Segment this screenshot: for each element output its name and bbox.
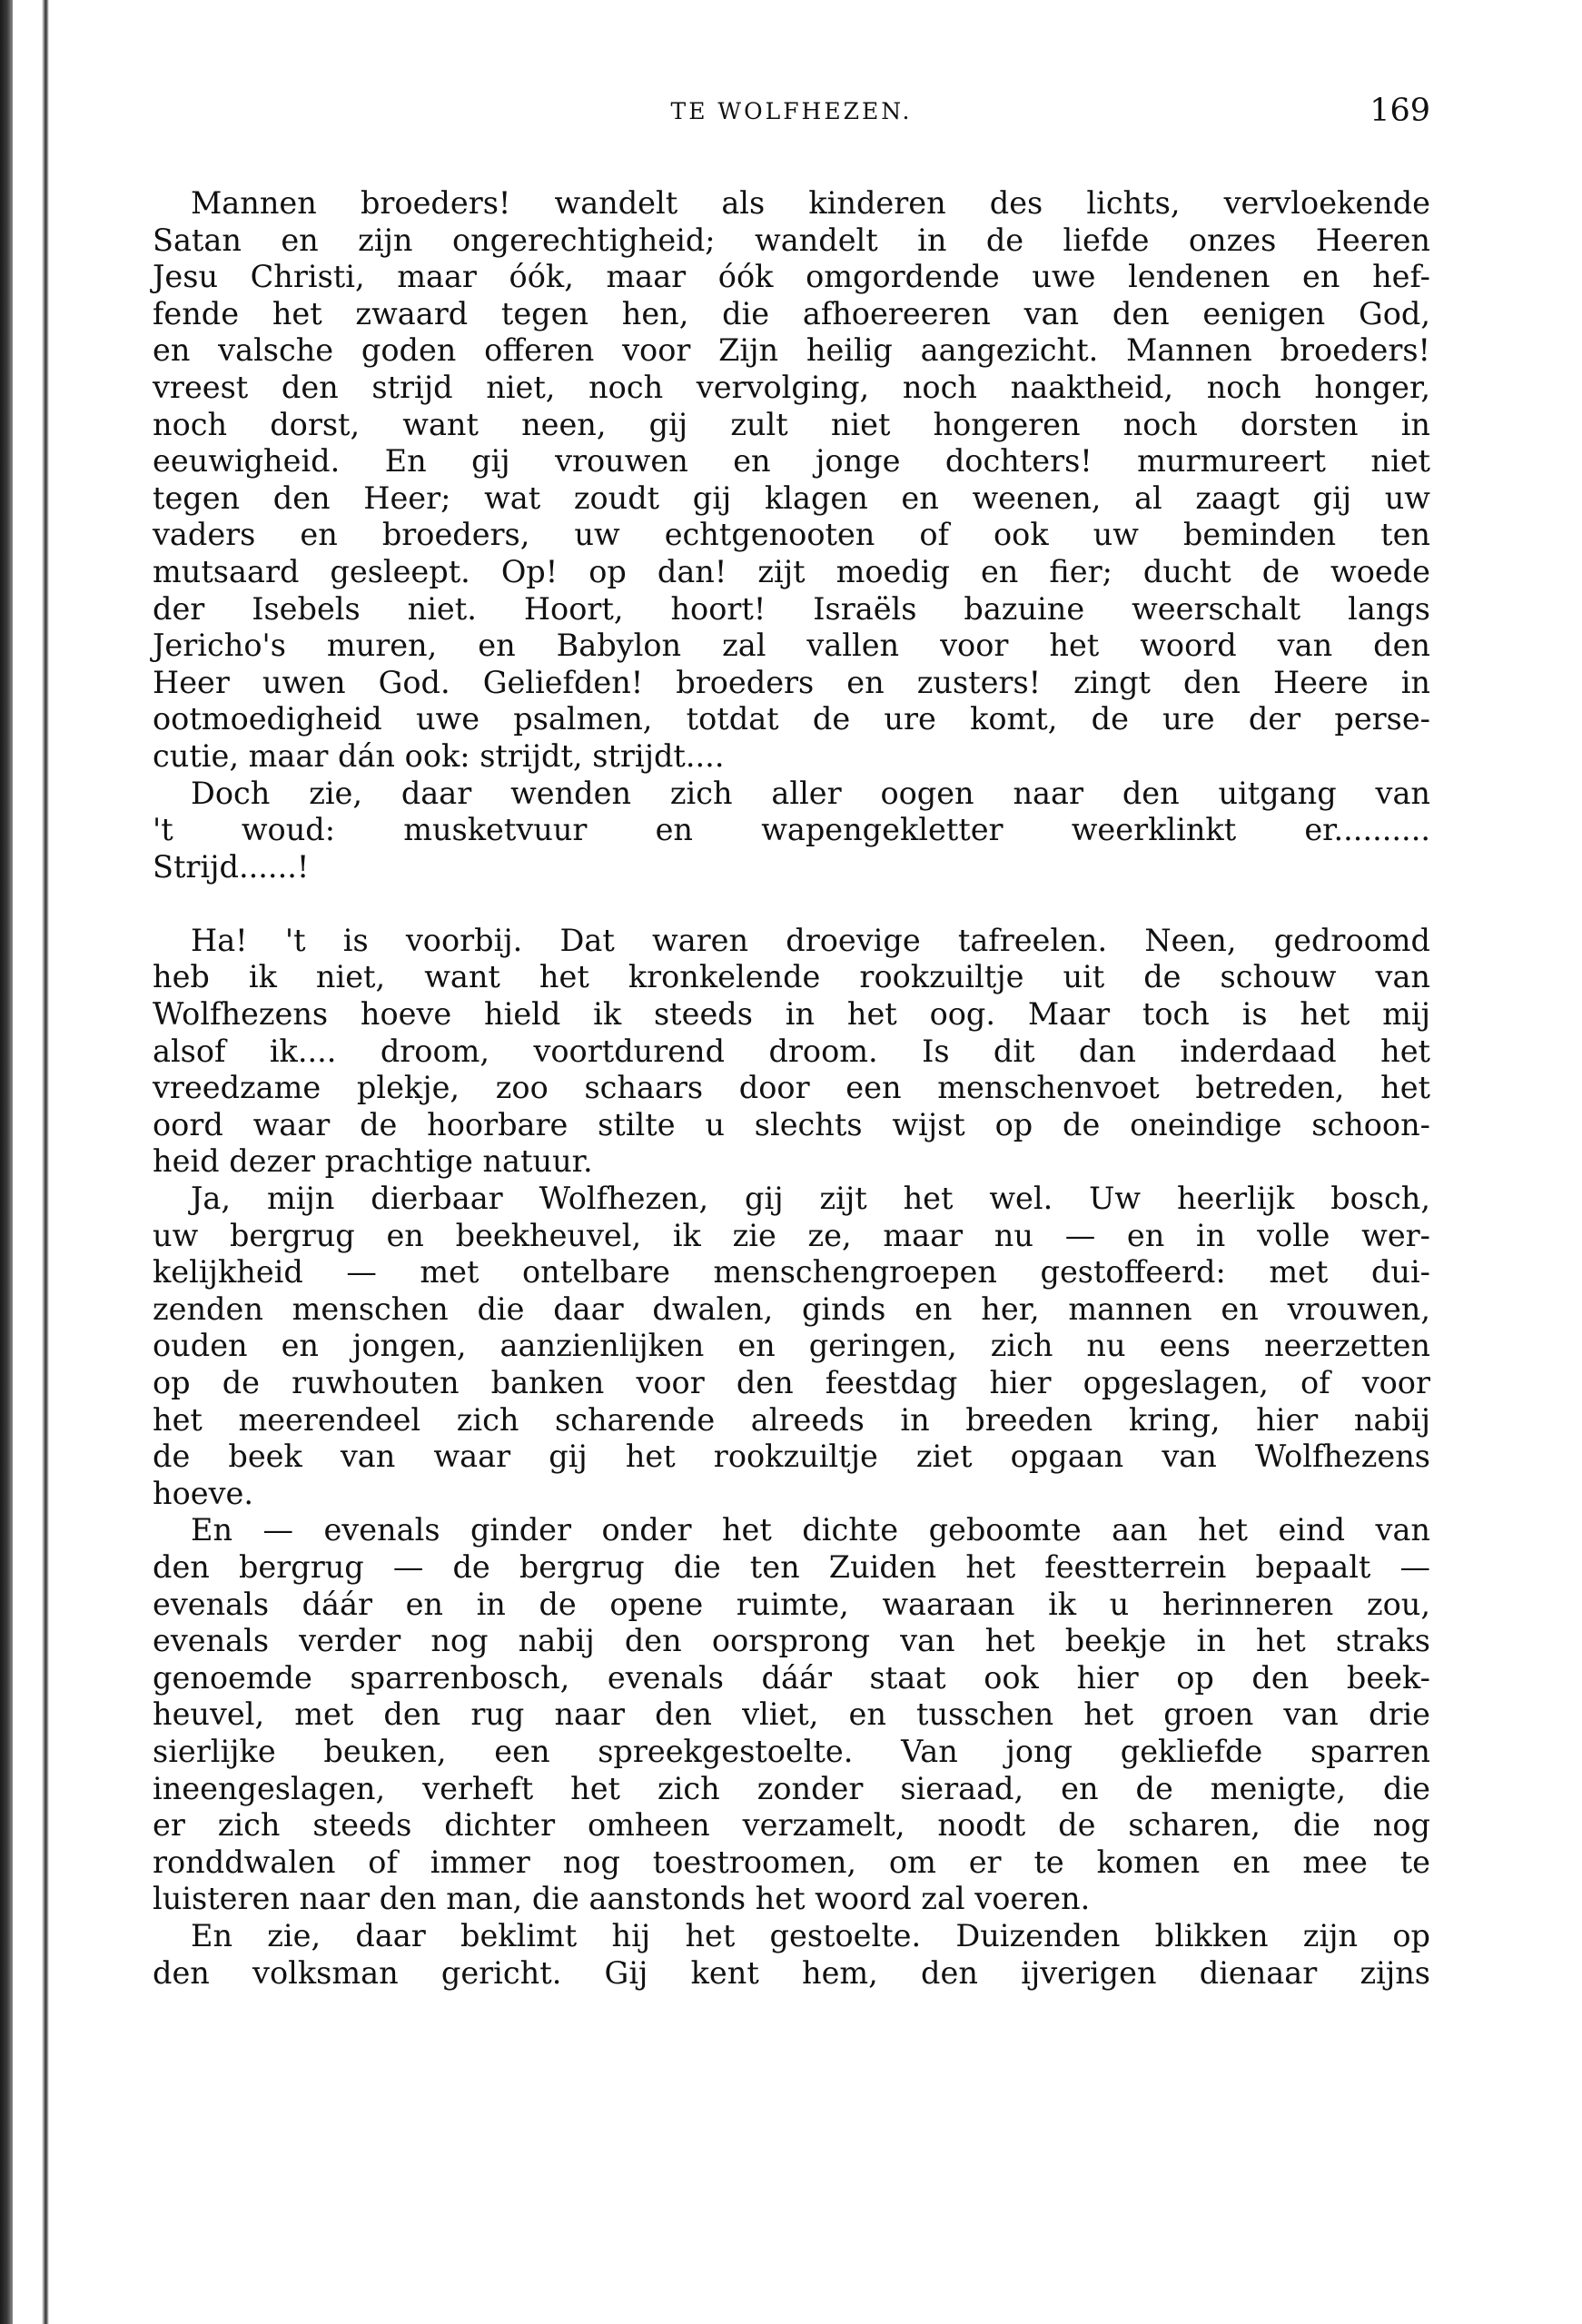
text-line: fende het zwaard tegen hen, die afhoereeren van den eenigen God,	[153, 295, 1430, 331]
text-line: oord waar de hoorbare stilte u slechts wijst op de oneindige schoon-	[153, 1106, 1430, 1142]
text-line: Ja, mijn dierbaar Wolfhezen, gij zijt het wel. Uw heerlijk bosch,	[191, 1181, 1430, 1217]
text-line: ootmoedigheid uwe psalmen, totdat de ure komt, de ure der perse-	[153, 701, 1430, 737]
text-line: Strijd......!	[153, 848, 310, 885]
text-line: kelijkheid — met ontelbare menschengroepen gestoffeerd: met dui-	[153, 1254, 1430, 1291]
text-line: de beek van waar gij het rookzuiltje ziet opgaan van Wolfhezens	[153, 1439, 1430, 1475]
text-line: Wolfhezens hoeve hield ik steeds in het oog. Maar toch is het mij	[153, 996, 1430, 1033]
text-line: En zie, daar beklimt hij het gestoelte. Duizenden blikken zijn op	[191, 1917, 1430, 1953]
text-line: der Isebels niet. Hoort, hoort! Israëls bazuine weerschalt langs	[153, 590, 1430, 627]
text-line: vreedzame plekje, zoo schaars door een menschenvoet betreden, het	[153, 1070, 1430, 1106]
text-line: den volksman gericht. Gij kent hem, den ijverigen dienaar zijns	[153, 1954, 1430, 1991]
text-line: Ha! 't is voorbij. Dat waren droevige tafreelen. Neen, gedroomd	[191, 922, 1430, 958]
text-line: vaders en broeders, uw echtgenooten of ook uw beminden ten	[153, 517, 1430, 553]
text-line: er zich steeds dichter omheen verzamelt, noodt de scharen, die nog	[153, 1807, 1430, 1844]
text-line: Satan en zijn ongerechtigheid; wandelt in de liefde onzes Heeren	[153, 222, 1430, 258]
text-line: Jesu Christi, maar óók, maar óók omgordende uwe lendenen en hef-	[153, 259, 1430, 295]
text-line: Heer uwen God. Geliefden! broeders en zusters! zingt den Heere in	[153, 664, 1430, 700]
text-line: uw bergrug en beekheuvel, ik zie ze, maar nu — en in volle wer-	[153, 1217, 1430, 1253]
blank-line	[153, 885, 1430, 923]
text-line: luisteren naar den man, die aanstonds het woord zal voeren.	[153, 1881, 1091, 1917]
text-line: evenals verder nog nabij den oorsprong van het beekje in het straks	[153, 1623, 1430, 1659]
text-line: en valsche goden offeren voor Zijn heilig aangezicht. Mannen broeders!	[153, 332, 1430, 369]
text-line: ineengeslagen, verheft het zich zonder sieraad, en de menigte, die	[153, 1770, 1430, 1806]
page-number: 169	[1369, 93, 1430, 129]
text-line: het meerendeel zich scharende alreeds in breeden kring, hier nabij	[153, 1401, 1430, 1438]
text-line: op de ruwhouten banken voor den feestdag hier opgeslagen, of voor	[153, 1365, 1430, 1400]
body-text	[153, 185, 1430, 1992]
text-line: heid dezer prachtige natuur.	[153, 1143, 593, 1180]
page-gutter-edge	[42, 0, 49, 2324]
text-line: Mannen broeders! wandelt als kinderen des lichts, vervloekende	[191, 185, 1430, 221]
text-line: eeuwigheid. En gij vrouwen en jonge dochters! murmureert niet	[153, 443, 1430, 480]
text-line: hoeve.	[153, 1475, 253, 1511]
text-line: noch dorst, want neen, gij zult niet hongeren noch dorsten in	[153, 406, 1430, 442]
page-header	[153, 93, 1430, 134]
text-line: tegen den Heer; wat zoudt gij klagen en weenen, al zaagt gij uw	[153, 480, 1430, 516]
text-line: genoemde sparrenbosch, evenals dáár staat ook hier op den beek-	[153, 1659, 1430, 1696]
text-line: ouden en jongen, aanzienlijken en geringen, zich nu eens neerzetten	[153, 1328, 1430, 1364]
text-line: heb ik niet, want het kronkelende rookzuiltje uit de schouw van	[153, 959, 1430, 995]
text-line: cutie, maar dán ook: strijdt, strijdt....	[153, 737, 725, 774]
text-line: den bergrug — de bergrug die ten Zuiden het feestterrein bepaalt —	[153, 1548, 1430, 1585]
text-line: zenden menschen die daar dwalen, ginds en her, mannen en vrouwen,	[153, 1291, 1430, 1327]
text-line: En — evenals ginder onder het dichte geboomte aan het eind van	[191, 1512, 1430, 1548]
running-head: TE WOLFHEZEN.	[670, 98, 913, 124]
text-line: Jericho's muren, en Babylon zal vallen voor het woord van den	[153, 628, 1430, 664]
text-line: alsof ik.... droom, voortdurend droom. Is dit dan inderdaad het	[153, 1033, 1430, 1069]
text-line: ronddwalen of immer nog toestroomen, om er te komen en mee te	[153, 1844, 1430, 1880]
text-line: evenals dáár en in de opene ruimte, waaraan ik u herinneren zou,	[153, 1586, 1430, 1622]
text-line: Doch zie, daar wenden zich aller oogen naar den uitgang van	[191, 775, 1430, 811]
text-line: heuvel, met den rug naar den vliet, en tusschen het groen van drie	[153, 1696, 1430, 1733]
text-line: 't woud: musketvuur en wapengekletter weerklinkt er..........	[153, 812, 1430, 848]
text-line: vreest den strijd niet, noch vervolging, noch naaktheid, noch honger,	[153, 369, 1430, 405]
text-line: sierlijke beuken, een spreekgestoelte. Van jong gekliefde sparren	[153, 1733, 1430, 1769]
book-spine-shadow	[0, 0, 13, 2324]
text-line: mutsaard gesleept. Op! op dan! zijt moedig en fier; ducht de woede	[153, 553, 1430, 589]
